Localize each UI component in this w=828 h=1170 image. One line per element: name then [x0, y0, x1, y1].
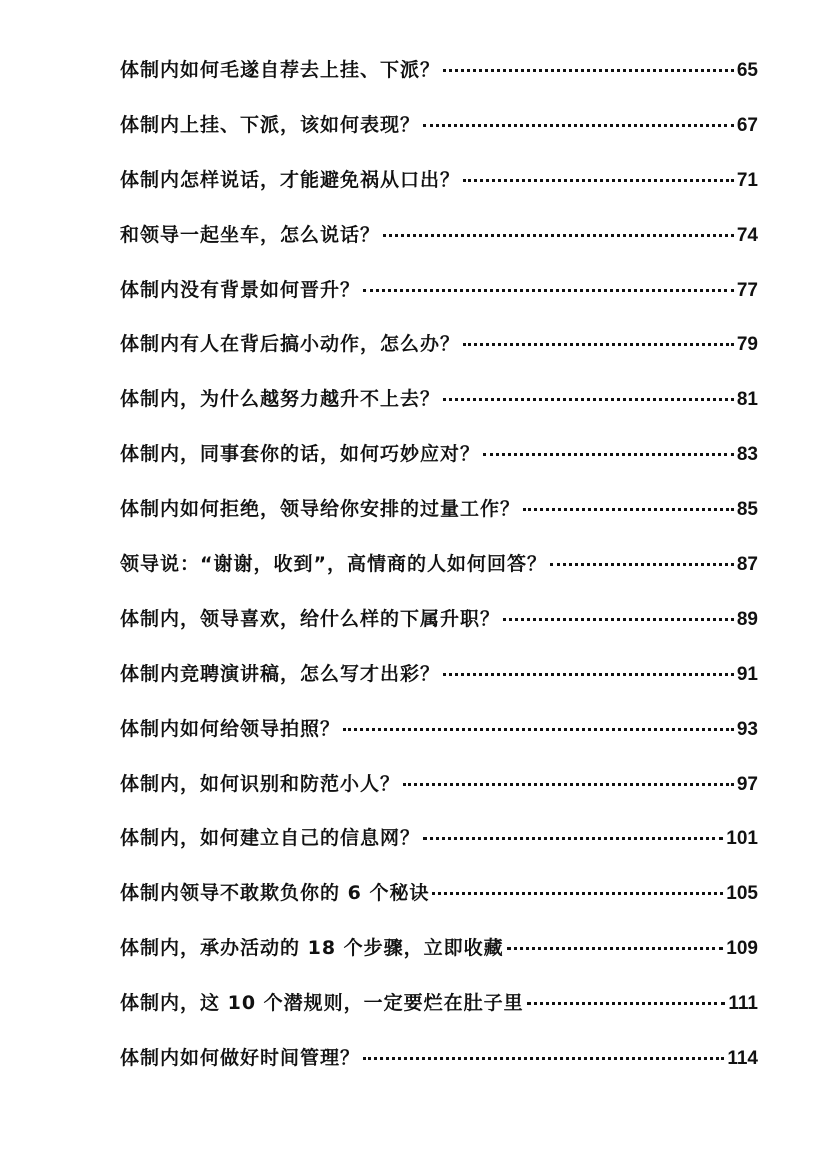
toc-page-number: 91: [736, 663, 758, 685]
toc-entry[interactable]: [120, 434, 758, 489]
toc-entry-title: 体制内有人在背后搞小动作，怎么办？: [120, 333, 461, 356]
toc-page-number: 105: [726, 883, 758, 905]
toc-entry-title: 和领导一起坐车，怎么说话？: [120, 223, 381, 246]
toc-entry-title: 体制内怎样说话，才能避免祸从口出？: [120, 168, 461, 191]
toc-entry-title: 体制内，领导喜欢，给什么样的下属升职？: [120, 607, 501, 630]
toc-dot-leader: [383, 233, 734, 237]
toc-entry-title: 体制内，同事套你的话，如何巧妙应对？: [120, 443, 481, 466]
toc-page-number: 67: [736, 114, 758, 136]
toc-dot-leader: [432, 891, 723, 895]
toc-page-number: 79: [736, 334, 758, 356]
toc-dot-leader: [423, 836, 723, 840]
toc-entry[interactable]: [120, 270, 758, 325]
toc-dot-leader: [443, 397, 734, 401]
toc-page-number: 97: [736, 773, 758, 795]
toc-page-number: 87: [736, 554, 758, 576]
toc-entry[interactable]: [120, 654, 758, 709]
toc-entry-title: 领导说：“谢谢，收到”，高情商的人如何回答？: [120, 553, 547, 576]
toc-entry[interactable]: [120, 544, 758, 599]
toc-page-number: 81: [736, 389, 758, 411]
toc-entry-title: 体制内如何给领导拍照？: [120, 717, 341, 740]
toc-dot-leader: [550, 562, 734, 566]
toc-entry[interactable]: [120, 1038, 758, 1093]
toc-entry-title: 体制内如何拒绝，领导给你安排的过量工作？: [120, 498, 521, 521]
toc-page-number: 85: [736, 499, 758, 521]
toc-entry[interactable]: [120, 928, 758, 983]
toc-page-number: 89: [736, 608, 758, 630]
toc-page-number: 93: [736, 718, 758, 740]
toc-entry-title: 体制内，如何建立自己的信息网？: [120, 827, 421, 850]
toc-dot-leader: [523, 507, 734, 511]
toc-dot-leader: [363, 288, 734, 292]
toc-page-number: 83: [736, 444, 758, 466]
toc-entry[interactable]: [120, 764, 758, 819]
toc-page-number: 101: [726, 828, 758, 850]
toc-entry[interactable]: [120, 160, 758, 215]
table-of-contents: [120, 50, 758, 1093]
toc-page-number: 111: [728, 993, 758, 1015]
toc-entry-title: 体制内如何做好时间管理？: [120, 1047, 361, 1070]
toc-entry[interactable]: [120, 379, 758, 434]
toc-entry-title: 体制内，为什么越努力越升不上去？: [120, 388, 441, 411]
toc-entry-title: 体制内没有背景如何晋升？: [120, 278, 361, 301]
toc-entry[interactable]: [120, 709, 758, 764]
toc-dot-leader: [483, 452, 734, 456]
toc-entry[interactable]: [120, 489, 758, 544]
toc-page-number: 71: [736, 169, 758, 191]
toc-page-number: 74: [736, 224, 758, 246]
toc-dot-leader: [403, 782, 734, 786]
toc-dot-leader: [363, 1056, 724, 1060]
toc-entry[interactable]: [120, 818, 758, 873]
toc-dot-leader: [443, 672, 734, 676]
toc-dot-leader: [503, 617, 734, 621]
toc-entry-title: 体制内上挂、下派，该如何表现？: [120, 113, 421, 136]
toc-entry-title: 体制内，如何识别和防范小人？: [120, 772, 401, 795]
toc-dot-leader: [343, 727, 734, 731]
toc-page-number: 109: [726, 938, 758, 960]
toc-entry-title: 体制内如何毛遂自荐去上挂、下派？: [120, 59, 441, 81]
toc-dot-leader: [463, 342, 734, 346]
toc-entry-title: 体制内，这 10 个潜规则，一定要烂在肚子里: [120, 992, 524, 1015]
toc-entry[interactable]: [120, 105, 758, 160]
toc-dot-leader: [507, 946, 724, 950]
toc-dot-leader: [463, 178, 734, 182]
toc-entry[interactable]: [120, 215, 758, 270]
toc-page-number: 114: [727, 1048, 758, 1070]
toc-entry[interactable]: [120, 873, 758, 928]
toc-dot-leader: [443, 68, 734, 72]
toc-entry-title: 体制内竞聘演讲稿，怎么写才出彩？: [120, 662, 441, 685]
toc-entry[interactable]: [120, 324, 758, 379]
toc-entry-title: 体制内，承办活动的 18 个步骤，立即收藏: [120, 937, 504, 960]
toc-page-number: 77: [736, 279, 758, 301]
toc-entry[interactable]: [120, 599, 758, 654]
toc-dot-leader: [527, 1001, 726, 1005]
toc-entry-title: 体制内领导不敢欺负你的 6 个秘诀: [120, 882, 430, 905]
toc-entry[interactable]: [120, 50, 758, 105]
toc-entry[interactable]: [120, 983, 758, 1038]
toc-page-number: 65: [736, 60, 758, 81]
toc-dot-leader: [423, 123, 734, 127]
